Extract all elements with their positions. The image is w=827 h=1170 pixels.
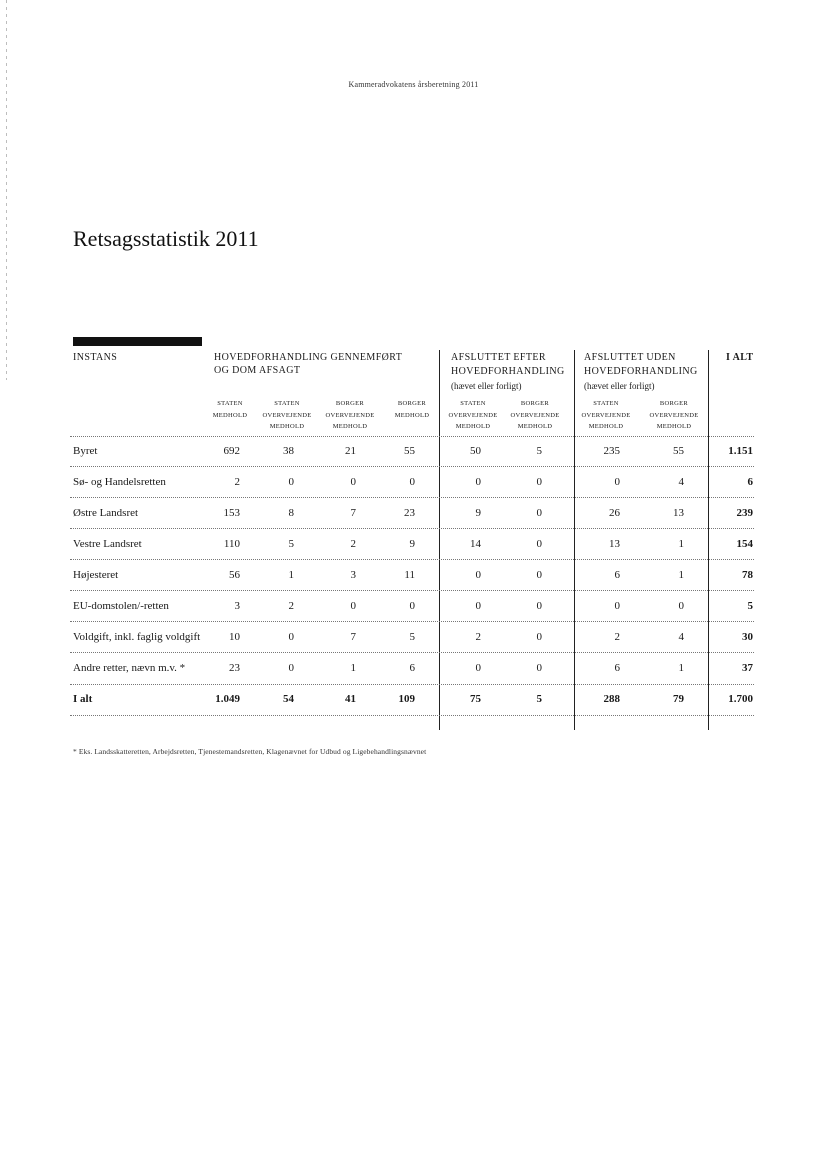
cell: 0 — [475, 600, 481, 612]
cell: 23 — [229, 662, 240, 674]
subheader-borger-overvejende-uden: BORGER OVERVEJENDE MEDHOLD — [649, 400, 699, 430]
cell: 8 — [288, 507, 294, 519]
cell: 0 — [475, 569, 481, 581]
cell: 153 — [223, 507, 240, 519]
cell: 79 — [673, 693, 684, 705]
group-header-2: AFSLUTTET EFTER — [451, 352, 546, 363]
cell: 110 — [223, 538, 240, 550]
row-label: Byret — [73, 445, 98, 457]
subheader-borger-overvejende: BORGER OVERVEJENDE MEDHOLD — [325, 400, 375, 430]
total-cell: 78 — [742, 569, 753, 581]
cell: 2 — [475, 631, 481, 643]
cell: 14 — [470, 538, 481, 550]
cell: 6 — [614, 569, 620, 581]
cell: 13 — [609, 538, 620, 550]
total-cell: 30 — [742, 631, 753, 643]
cell: 3 — [234, 600, 240, 612]
row-divider — [70, 621, 754, 622]
cell: 1 — [350, 662, 356, 674]
header-bar — [73, 337, 202, 346]
cell: 9 — [409, 538, 415, 550]
row-label: Voldgift, inkl. faglig voldgift — [73, 631, 201, 643]
total-cell: 6 — [747, 476, 753, 488]
row-divider — [70, 497, 754, 498]
group-header-1-line2: OG DOM AFSAGT — [214, 365, 301, 376]
cell: 0 — [536, 507, 542, 519]
row-divider — [70, 559, 754, 560]
total-cell: 239 — [736, 507, 753, 519]
cell: 235 — [603, 445, 620, 457]
cell: 21 — [345, 445, 356, 457]
cell: 26 — [609, 507, 620, 519]
subheader-staten-overvejende-uden: STATEN OVERVEJENDE MEDHOLD — [581, 400, 631, 430]
row-label: EU-domstolen/-retten — [73, 600, 169, 612]
cell: 1.049 — [215, 693, 240, 705]
cell: 0 — [409, 600, 415, 612]
cell: 11 — [404, 569, 415, 581]
cell: 2 — [350, 538, 356, 550]
row-divider — [70, 715, 754, 716]
table-row — [0, 596, 827, 616]
row-label: Højesteret — [73, 569, 119, 581]
cell: 0 — [475, 662, 481, 674]
cell: 7 — [350, 507, 356, 519]
total-row — [0, 689, 827, 709]
instans-header: INSTANS — [73, 352, 118, 363]
group-header-3: AFSLUTTET UDEN — [584, 352, 676, 363]
cell: 692 — [223, 445, 240, 457]
cell: 1 — [678, 662, 684, 674]
cell: 0 — [678, 600, 684, 612]
cell: 0 — [288, 476, 294, 488]
cell: 5 — [536, 445, 542, 457]
cell: 2 — [288, 600, 294, 612]
cell: 4 — [678, 631, 684, 643]
cell: 5 — [536, 693, 542, 705]
group-header-3-note: (hævet eller forligt) — [584, 381, 655, 391]
cell: 3 — [350, 569, 356, 581]
subheader-borger-overvejende-efter: BORGER OVERVEJENDE MEDHOLD — [510, 400, 560, 430]
row-divider — [70, 466, 754, 467]
cell: 0 — [350, 600, 356, 612]
total-cell: 1.151 — [728, 445, 753, 457]
row-divider — [70, 528, 754, 529]
table-row — [0, 658, 827, 678]
cell: 0 — [536, 476, 542, 488]
cell: 4 — [678, 476, 684, 488]
total-header: I ALT — [726, 352, 754, 363]
subheader-borger-medhold: BORGER MEDHOLD — [394, 400, 430, 419]
cell: 13 — [673, 507, 684, 519]
cell: 0 — [536, 662, 542, 674]
cell: 0 — [614, 476, 620, 488]
cell: 9 — [475, 507, 481, 519]
cell: 0 — [536, 631, 542, 643]
page-title: Retsagsstatistik 2011 — [73, 226, 259, 251]
cell: 23 — [404, 507, 415, 519]
cell: 1 — [678, 569, 684, 581]
cell: 50 — [470, 445, 481, 457]
cell: 75 — [470, 693, 481, 705]
cell: 0 — [536, 538, 542, 550]
cell: 0 — [409, 476, 415, 488]
cell: 2 — [614, 631, 620, 643]
table-row — [0, 534, 827, 554]
table-row — [0, 472, 827, 492]
total-cell: 5 — [747, 600, 753, 612]
cell: 0 — [288, 662, 294, 674]
subheader-staten-overvejende-efter: STATEN OVERVEJENDE MEDHOLD — [448, 400, 498, 430]
cell: 5 — [288, 538, 294, 550]
cell: 1 — [678, 538, 684, 550]
cell: 7 — [350, 631, 356, 643]
table-row — [0, 627, 827, 647]
cell: 288 — [603, 693, 620, 705]
cell: 55 — [404, 445, 415, 457]
row-divider — [70, 590, 754, 591]
row-label: I alt — [73, 693, 93, 705]
cell: 6 — [409, 662, 415, 674]
table-row — [0, 503, 827, 523]
group-header-2-note: (hævet eller forligt) — [451, 381, 522, 391]
total-cell: 37 — [742, 662, 753, 674]
total-cell: 154 — [736, 538, 753, 550]
total-cell: 1.700 — [728, 693, 753, 705]
group-header-2-line2: HOVEDFORHANDLING — [451, 366, 565, 377]
cell: 41 — [345, 693, 356, 705]
cell: 5 — [409, 631, 415, 643]
cell: 38 — [283, 445, 294, 457]
group-header-1: HOVEDFORHANDLING GENNEMFØRT — [214, 352, 403, 363]
cell: 56 — [229, 569, 240, 581]
scan-edge — [6, 0, 7, 380]
cell: 0 — [350, 476, 356, 488]
subheader-staten-medhold: STATEN MEDHOLD — [212, 400, 248, 419]
table-row — [0, 441, 827, 461]
subheader-staten-overvejende: STATEN OVERVEJENDE MEDHOLD — [262, 400, 312, 430]
cell: 0 — [536, 569, 542, 581]
footnote: * Eks. Landsskatteretten, Arbejdsretten, Tjenestemandsretten, Klagenævnet for Udbud og Ligebehandlingsnævnet — [73, 747, 427, 756]
cell: 1 — [288, 569, 294, 581]
row-divider — [70, 652, 754, 653]
cell: 0 — [475, 476, 481, 488]
table-row — [0, 565, 827, 585]
cell: 54 — [283, 693, 294, 705]
row-label: Sø- og Handelsretten — [73, 476, 166, 488]
row-divider — [70, 436, 754, 437]
running-head: Kammeradvokatens årsberetning 2011 — [348, 80, 479, 89]
cell: 10 — [229, 631, 240, 643]
cell: 0 — [614, 600, 620, 612]
cell: 55 — [673, 445, 684, 457]
row-divider — [70, 684, 754, 685]
row-label: Vestre Landsret — [73, 538, 142, 550]
row-label: Østre Landsret — [73, 507, 139, 519]
cell: 2 — [234, 476, 240, 488]
cell: 6 — [614, 662, 620, 674]
row-label: Andre retter, nævn m.v. * — [73, 662, 186, 674]
cell: 0 — [288, 631, 294, 643]
group-header-3-line2: HOVEDFORHANDLING — [584, 366, 698, 377]
cell: 0 — [536, 600, 542, 612]
cell: 109 — [398, 693, 415, 705]
